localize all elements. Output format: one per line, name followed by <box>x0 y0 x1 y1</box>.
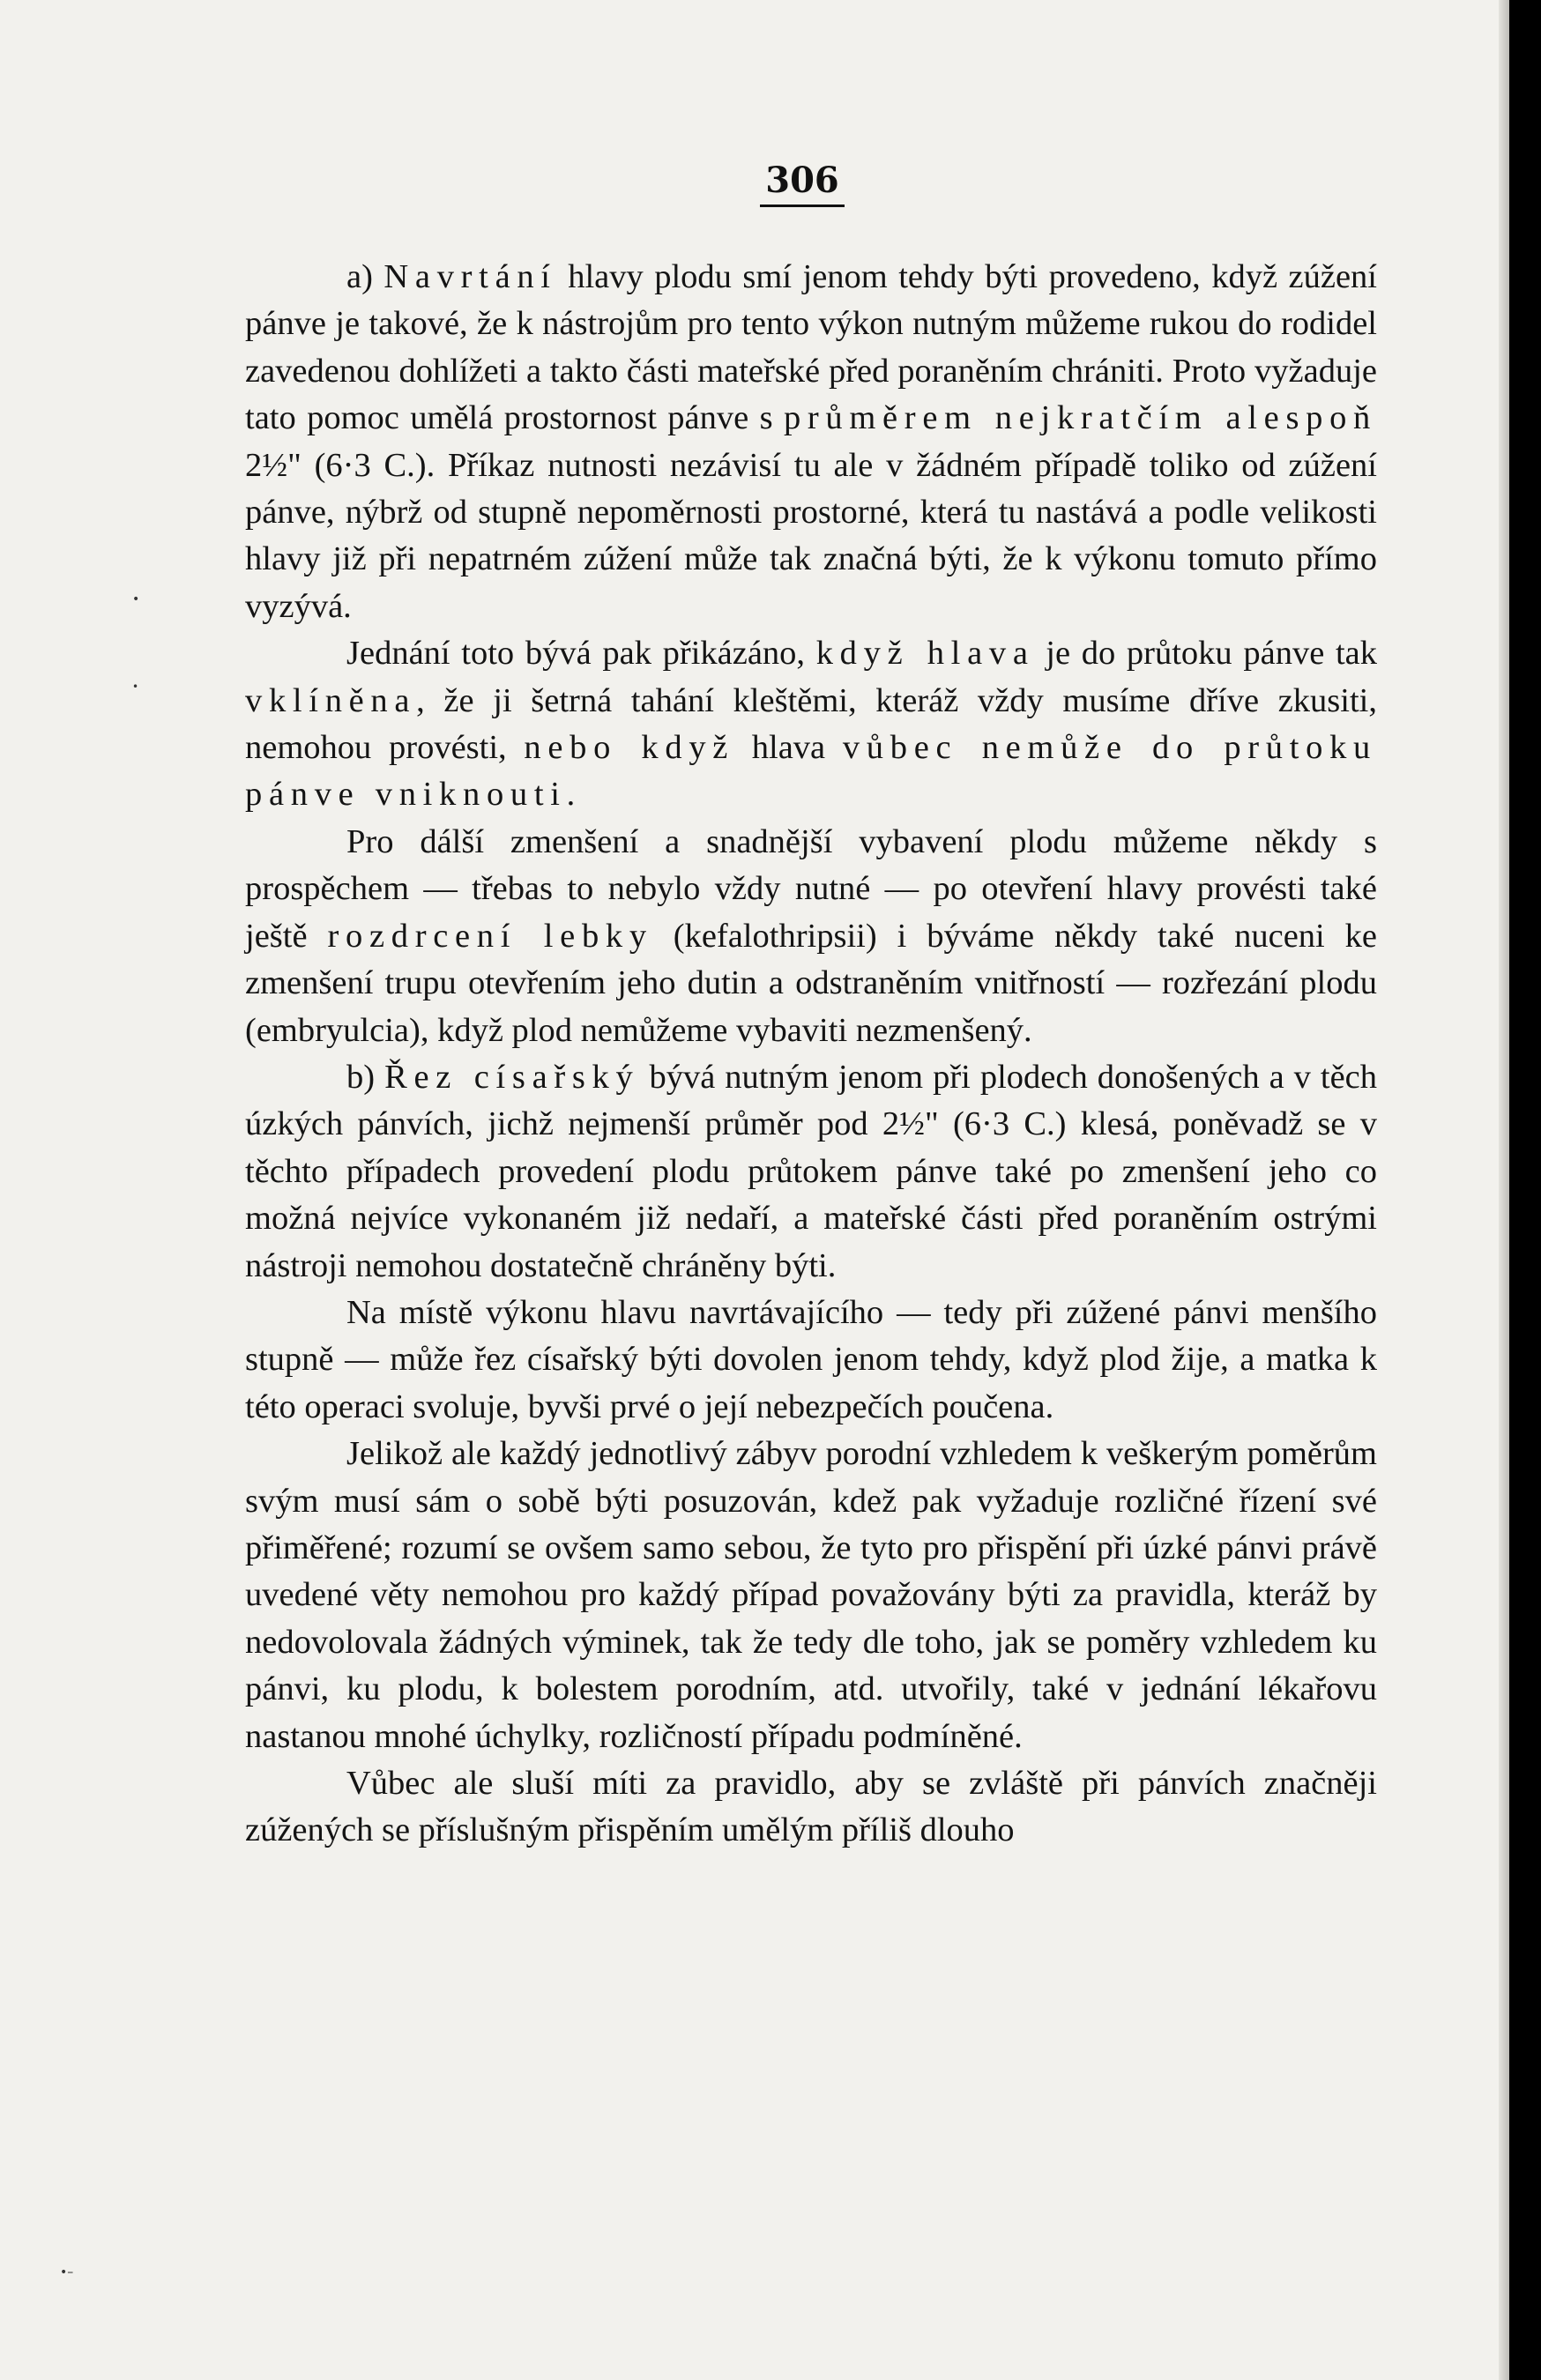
text-run: je do průtoku pánve tak <box>1034 635 1377 673</box>
spaced-emphasis-text: vklíněna <box>245 681 417 719</box>
text-run: Na místě výkonu hlavu navrtávajícího — tedy při zúžené pánvi menšího stupně — může řez císařský býti dovolen jenom tehdy, když plod žije, a matka k této operaci svoluje, byvši prvé o její nebezpečích poučena. <box>245 1293 1377 1425</box>
text-run: Jelikož ale každý jednotlivý zábyv porodní vzhledem k veškerým poměrům svým musí sám o sobě býti posuzován, kdež pak vyžaduje rozličné řízení své přiměřené; rozumí se ovšem samo sebou, že tyto pro přispění při úzké pánvi právě uvedené věty nemohou pro každý případ považovány býti za pravidla, kteráž by nedovolovala žádných výminek, tak že tedy dle toho, jak se poměry vzhledem ku pánvi, ku plodu, k bolestem porodním, atd. utvořily, také v jednání lékařovu nastanou mnohé úchylky, rozličností případu podmíněné. <box>245 1435 1377 1755</box>
paragraph <box>245 1431 1377 1760</box>
spaced-emphasis-text: když hlava <box>815 635 1035 673</box>
page-number: 306 <box>760 157 845 207</box>
paragraph <box>245 254 1377 630</box>
margin-speck: • <box>132 681 139 693</box>
text-run: (kefalothripsii) i býváme někdy také nuceni ke zmenšení trupu otevřením jeho dutin a odstraněním vnitřností — rozřezání plodu (embryulcia), když plod nemůžeme vybaviti nezmenšený. <box>245 917 1377 1049</box>
text-run: , že ji šetrná tahání kleštěmi, kteráž vždy musíme dříve zkusiti, nemohou provésti, <box>245 681 1377 767</box>
text-run: hlava <box>734 729 843 767</box>
paragraph <box>245 1290 1377 1431</box>
text-run: bývá nutným jenom při plodech donošených a v těch úzkých pánvích, jichž nejmenší průměr pod 2½" (6·3 C.) klesá, poněvadž se v těchto případech provedení plodu průtokem pánve také po zmenšení jeho co možná nejvíce vykonaném již nedaří, a mateřské části před poraněním ostrými nástroji nemohou dostatečně chráněny býti. <box>245 1058 1377 1284</box>
spaced-emphasis-text: průměrem nejkratčím alespoň <box>783 399 1378 437</box>
text-run: a) <box>346 258 384 295</box>
text-run: Jednání toto bývá pak přikázáno, <box>346 635 816 673</box>
paragraph <box>245 1760 1377 1855</box>
spaced-emphasis-text: Řez císařský <box>384 1058 640 1096</box>
text-run: Pro dálší zmenšení a snadnější vybavení plodu můžeme někdy s prospěchem — třebas to nebylo vždy nutné — po otevření hlavy provésti také ještě <box>245 822 1377 955</box>
paragraph <box>245 1054 1377 1290</box>
text-run: hlavy plodu smí jenom tehdy býti provedeno, když zúžení pánve je takové, že k nástrojům pro tento výkon nutným můžeme rukou do rodidel zavedenou dohlížeti a takto části mateřské před poraněním chrániti. Proto vyžaduje tato pomoc umělá prostornost pánve s <box>245 258 1377 437</box>
spaced-emphasis-text: nebo když <box>524 729 735 767</box>
paragraph <box>245 630 1377 819</box>
spaced-emphasis-text: Navrtání <box>383 258 557 295</box>
margin-speck: •– <box>60 2265 74 2280</box>
spaced-emphasis-text: vůbec nemůže do průtoku pánve vniknouti. <box>245 729 1377 814</box>
page-edge-shadow <box>1499 0 1509 2380</box>
paragraph <box>245 819 1377 1054</box>
margin-speck: • <box>132 592 140 606</box>
spaced-emphasis-text: rozdrcení lebky <box>327 917 653 955</box>
text-run: b) <box>346 1058 385 1096</box>
text-run: Vůbec ale sluší míti za pravidlo, aby se zvláště při pánvích značněji zúžených se příslušným přispěním umělým příliš dlouho <box>245 1765 1377 1849</box>
text-run: 2½" (6·3 C.). Příkaz nutnosti nezávisí tu ale v žádném případě toliko od zúžení pánve, nýbrž od stupně nepoměrnosti prostorné, která tu nastává a podle velikosti hlavy již při nepatrném zúžení může tak značná býti, že k výkonu tomuto přímo vyzývá. <box>245 446 1377 625</box>
body-text <box>245 254 1377 1855</box>
